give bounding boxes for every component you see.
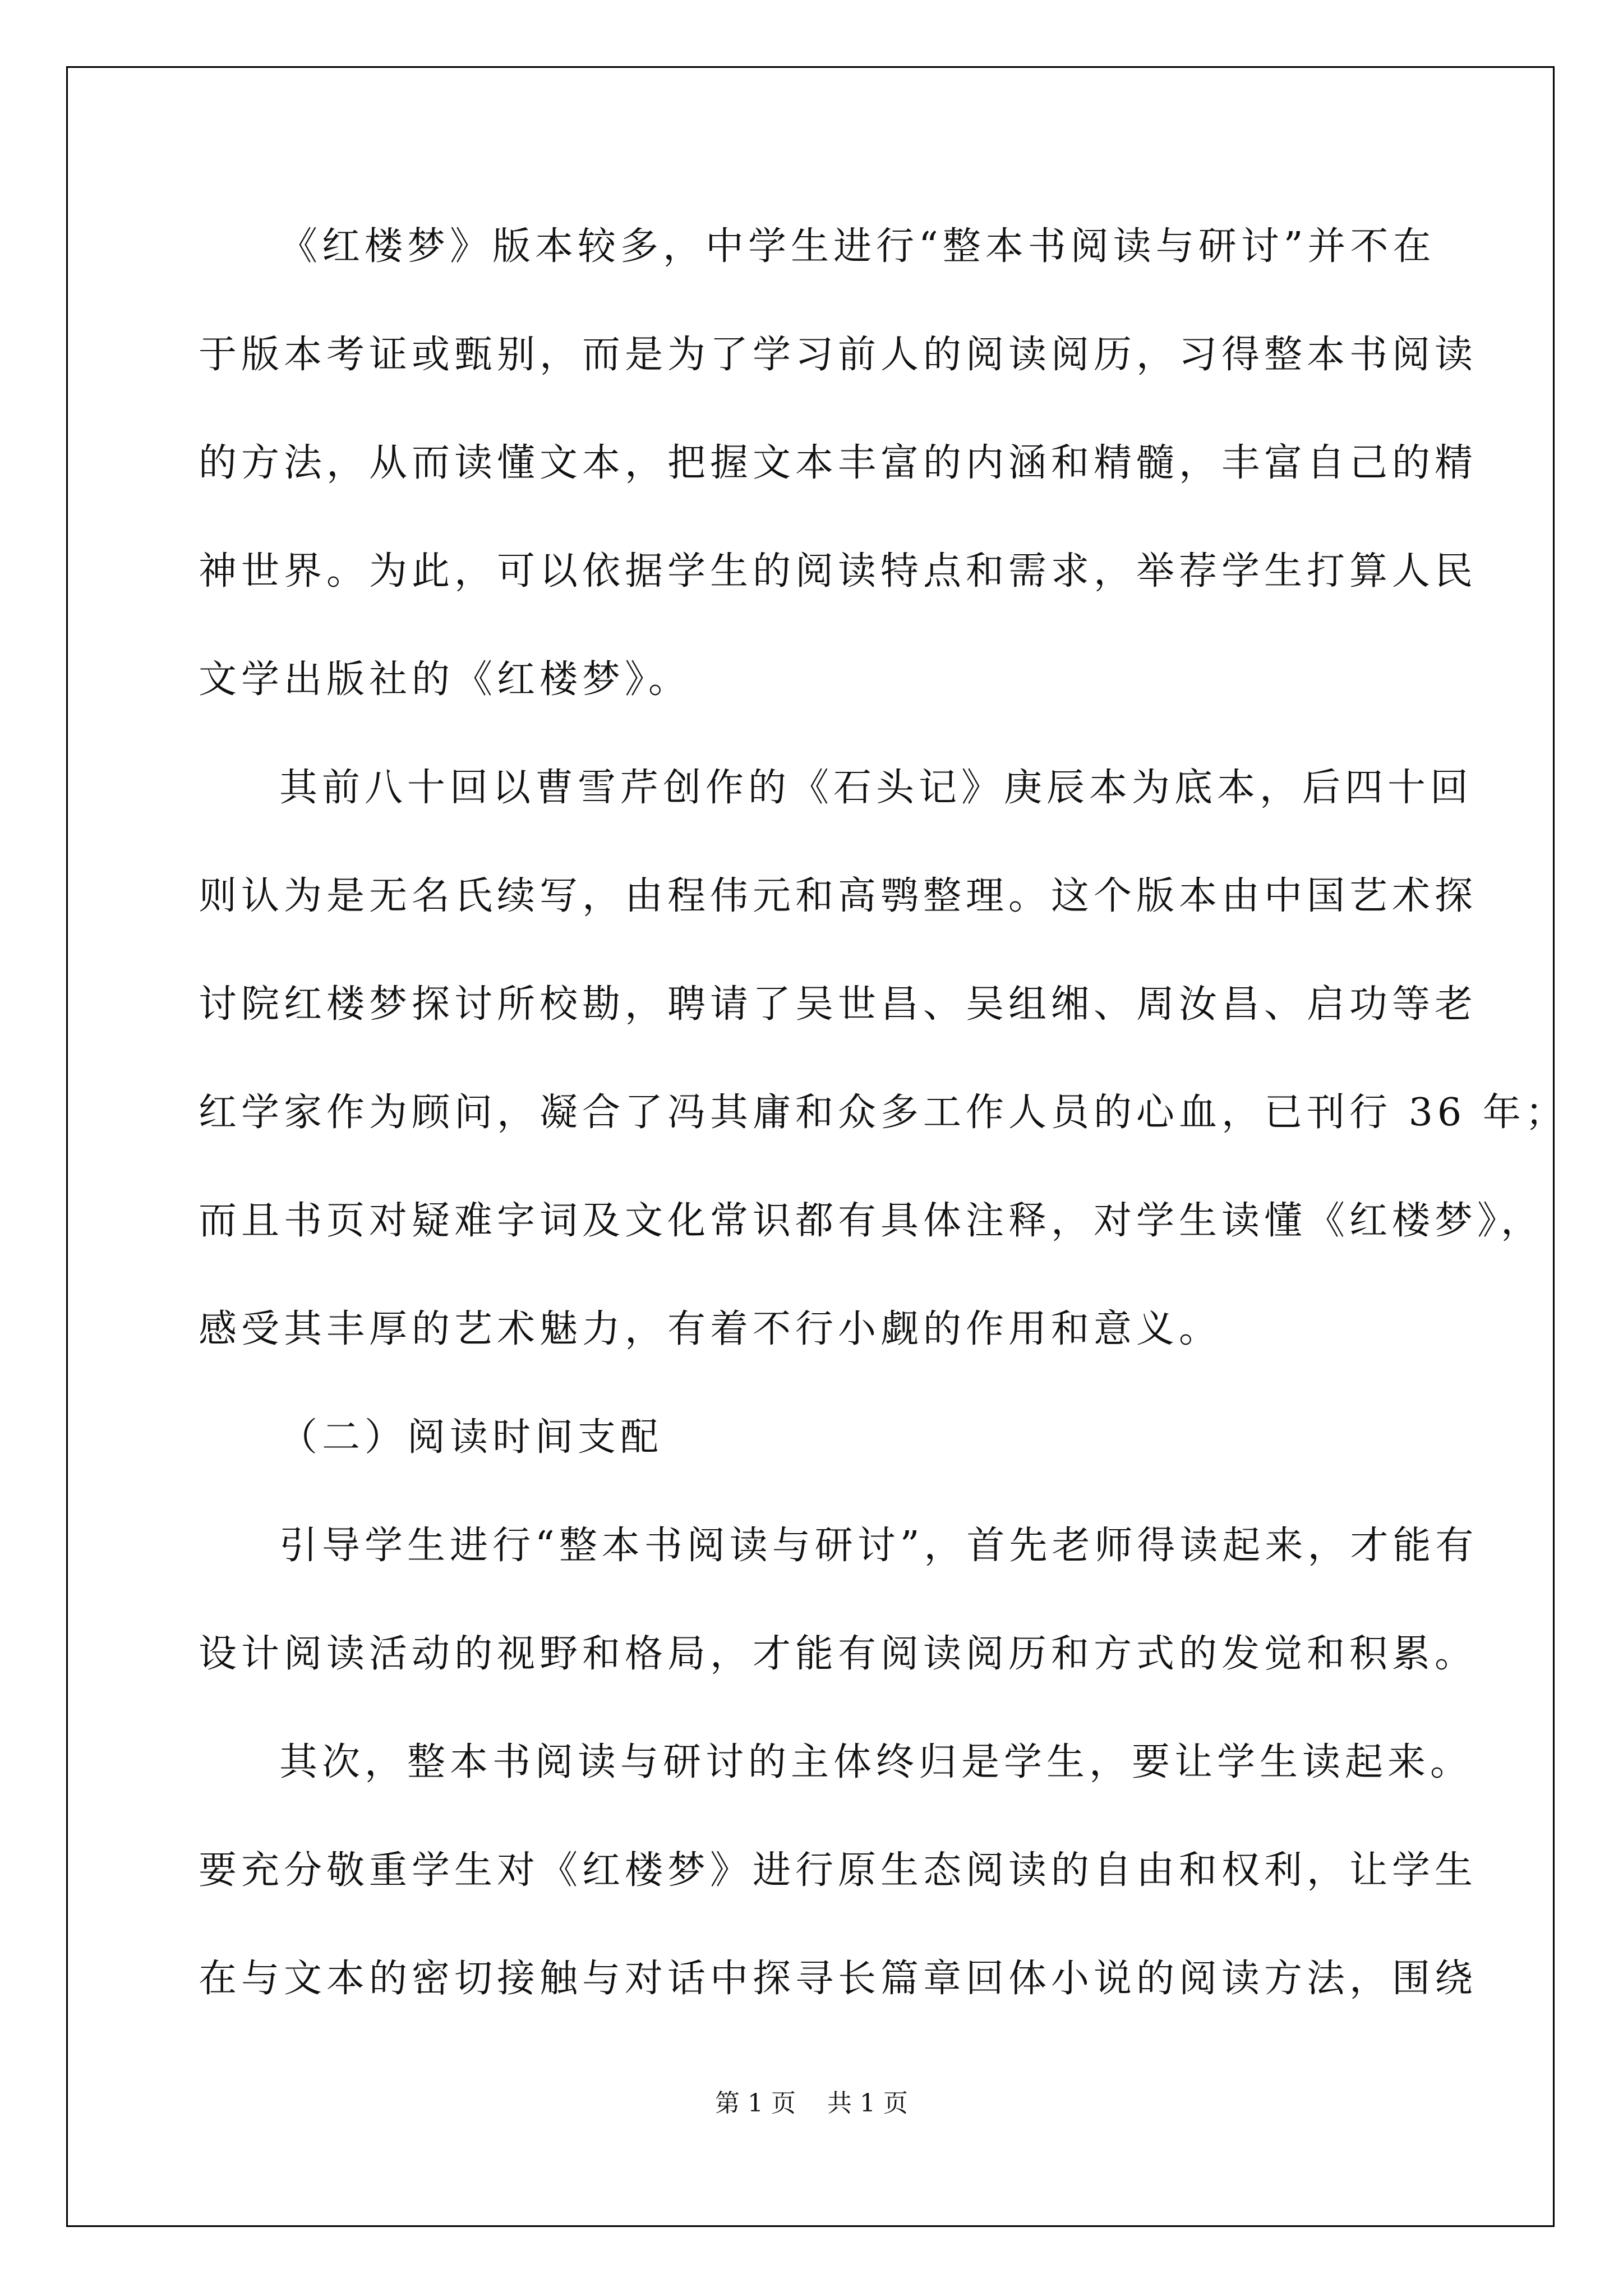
paragraph-line: 红学家作为顾问，凝合了冯其庸和众多工作人员的心血，已刊行 36 年；: [199, 1091, 1568, 1135]
paragraph-line: 而且书页对疑难字词及文化常识都有具体注释，对学生读懂《红楼梦》，: [199, 1199, 1544, 1243]
document-body: [199, 213, 1568, 2054]
paragraph-line: 神世界。为此，可以依据学生的阅读特点和需求，举荐学生打算人民: [199, 549, 1478, 593]
paragraph-line: 文学出版社的《红楼梦》。: [199, 657, 691, 702]
paragraph-line: 其前八十回以曹雪芹创作的《石头记》庚辰本为底本，后四十回: [279, 766, 1473, 810]
paragraph-line: 于版本考证或甄别，而是为了学习前人的阅读阅历，习得整本书阅读: [199, 333, 1478, 377]
paragraph-line: 在与文本的密切接触与对话中探寻长篇章回体小说的阅读方法，围绕: [199, 1957, 1478, 2001]
paragraph-line: 讨院红楼梦探讨所校勘，聘请了吴世昌、吴组缃、周汝昌、启功等老: [199, 982, 1478, 1027]
paragraph-line: 则认为是无名氏续写，由程伟元和高鹗整理。这个版本由中国艺术探: [199, 874, 1478, 918]
paragraph-line: 《红楼梦》版本较多，中学生进行“整本书阅读与研讨”并不在: [279, 224, 1436, 269]
paragraph-line: 要充分敬重学生对《红楼梦》进行原生态阅读的自由和权利，让学生: [199, 1848, 1478, 1893]
page-number-footer: 第 1 页 共 1 页: [715, 2089, 908, 2118]
paragraph-line: 感受其丰厚的艺术魅力，有着不行小觑的作用和意义。: [199, 1307, 1222, 1351]
paragraph-line: 引导学生进行“整本书阅读与研讨”，首先老师得读起来，才能有: [279, 1524, 1478, 1568]
paragraph-line: 其次，整本书阅读与研讨的主体终归是学生，要让学生读起来。: [279, 1740, 1473, 1784]
paragraph-line: 设计阅读活动的视野和格局，才能有阅读阅历和方式的发觉和积累。: [199, 1632, 1478, 1676]
paragraph-line: 的方法，从而读懂文本，把握文本丰富的内涵和精髓，丰富自己的精: [199, 441, 1478, 485]
section-heading: （二）阅读时间支配: [279, 1415, 663, 1460]
